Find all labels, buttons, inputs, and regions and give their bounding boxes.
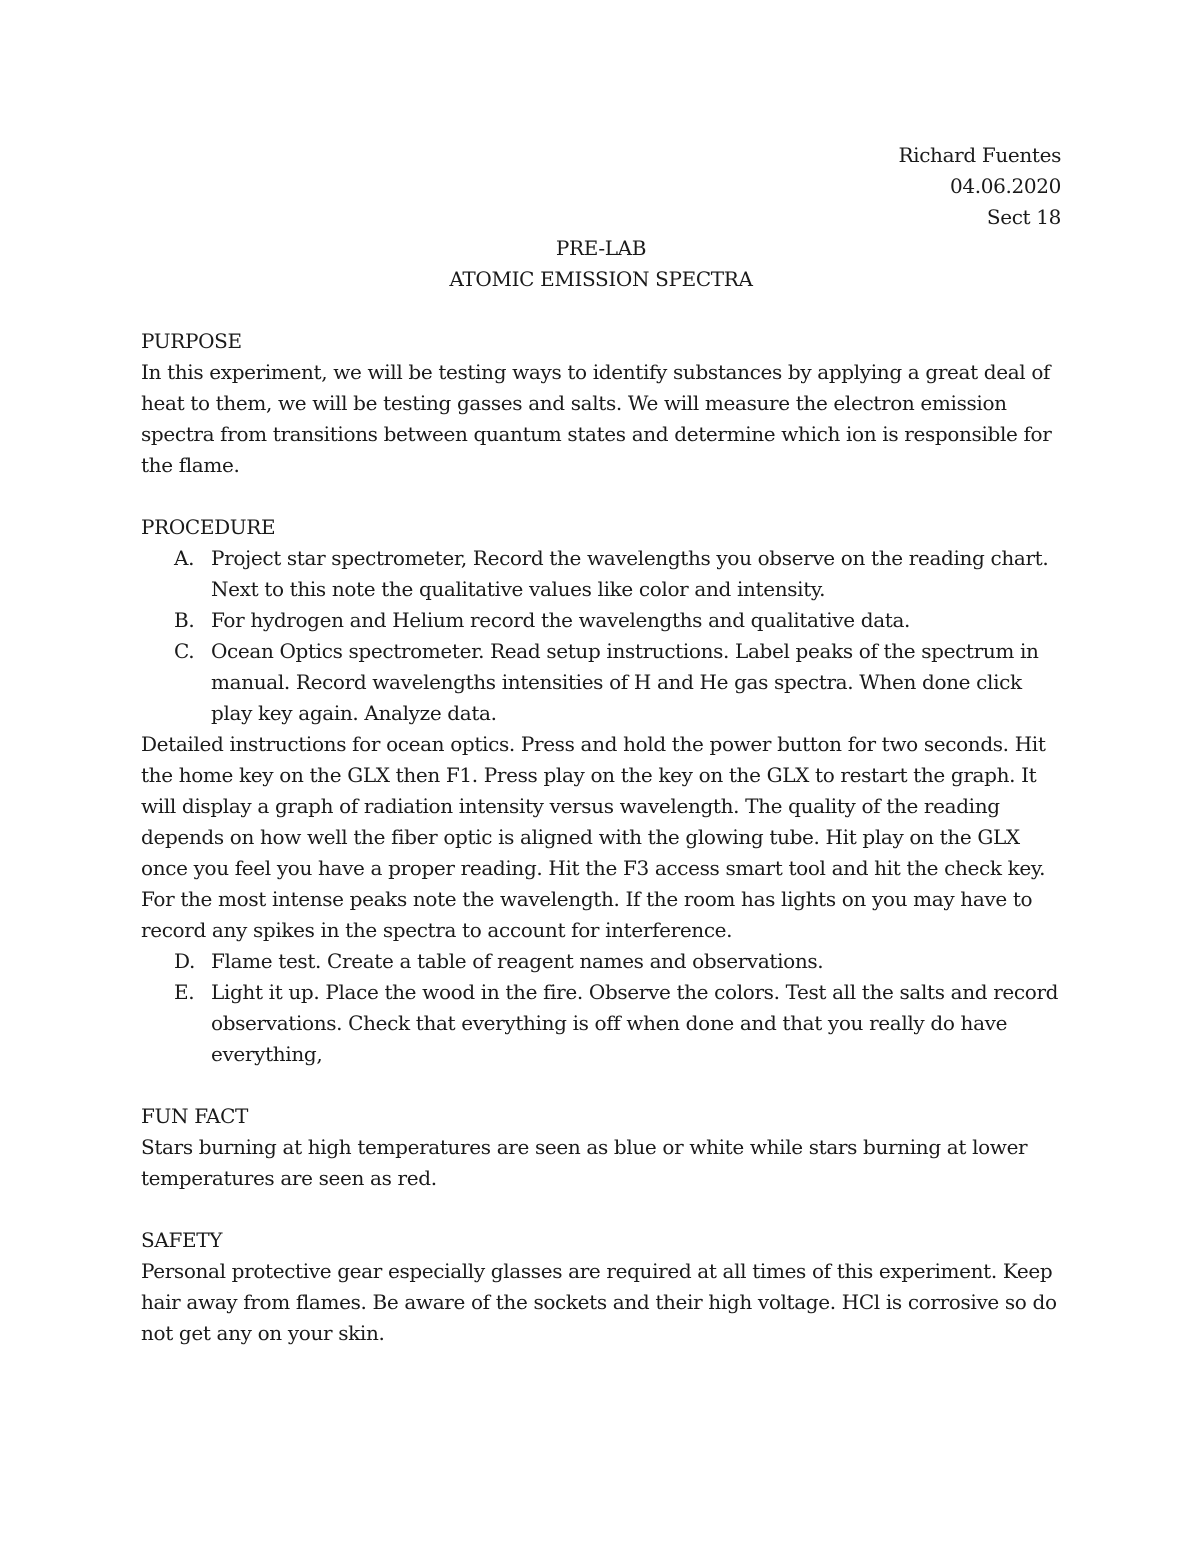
document-page	[141, 140, 1061, 1349]
purpose-text: In this experiment, we will be testing ways to identify substances by applying a great deal of heat to them, we will be testing gasses and salts. We will measure the electron emission spectra from transitions between quantum states and determine which ion is responsible for the flame.	[141, 360, 1052, 477]
procedure-step-a	[141, 543, 1061, 605]
procedure-step-d	[141, 946, 1061, 977]
spacer	[141, 481, 1061, 512]
step-marker: B.	[174, 608, 195, 632]
procedure-detail-text: Detailed instructions for ocean optics. Press and hold the power button for two seconds. Hit the home key on the GLX then F1. Press play on the key on the GLX to restart the graph. It will display a graph of radiation intensity versus wavelength. The quality of the reading depends on how well the fiber optic is aligned with the glowing tube. Hit play on the GLX once you feel you have a proper reading. Hit the F3 access smart tool and hit the check key. For the most intense peaks note the wavelength. If the room has lights on you may have to record any spikes in the spectra to account for interference.	[141, 732, 1046, 942]
procedure-step-e	[141, 977, 1061, 1070]
step-marker: D.	[174, 949, 195, 973]
safety-heading: SAFETY	[141, 1228, 223, 1252]
title-line-1: PRE-LAB	[555, 236, 647, 260]
procedure-step-b	[141, 605, 1061, 636]
step-text: For hydrogen and Helium record the wavelengths and qualitative data.	[211, 608, 911, 632]
title-line-2: ATOMIC EMISSION SPECTRA	[449, 267, 753, 291]
purpose-section	[141, 326, 1061, 481]
safety-section	[141, 1225, 1061, 1349]
step-text: Project star spectrometer, Record the wavelengths you observe on the reading chart. Next to this note the qualitative values like color and intensity.	[211, 546, 1049, 601]
purpose-heading: PURPOSE	[141, 329, 242, 353]
step-text: Light it up. Place the wood in the fire. Observe the colors. Test all the salts and record observations. Check that everything is off when done and that you really do have everything,	[211, 980, 1059, 1066]
fun-fact-section	[141, 1101, 1061, 1194]
procedure-steps	[141, 543, 1061, 729]
spacer	[141, 295, 1061, 326]
report-date: 04.06.2020	[949, 174, 1061, 198]
safety-text: Personal protective gear especially glasses are required at all times of this experiment. Keep hair away from flames. Be aware of the sockets and their high voltage. HCl is corrosive so do not get any on your skin.	[141, 1259, 1057, 1345]
procedure-steps-continued	[141, 946, 1061, 1070]
section-number: Sect 18	[986, 205, 1061, 229]
fun-fact-heading: FUN FACT	[141, 1104, 249, 1128]
spacer	[141, 1194, 1061, 1225]
author-name: Richard Fuentes	[898, 143, 1061, 167]
step-marker: C.	[174, 639, 195, 663]
step-marker: E.	[174, 980, 195, 1004]
procedure-step-c	[141, 636, 1061, 729]
step-text: Ocean Optics spectrometer. Read setup instructions. Label peaks of the spectrum in manual. Record wavelengths intensities of H and He gas spectra. When done click play key again. Analyze data.	[211, 639, 1039, 725]
procedure-section	[141, 512, 1061, 1070]
fun-fact-text: Stars burning at high temperatures are seen as blue or white while stars burning at lower temperatures are seen as red.	[141, 1135, 1028, 1190]
procedure-heading: PROCEDURE	[141, 515, 276, 539]
step-marker: A.	[174, 546, 195, 570]
step-text: Flame test. Create a table of reagent names and observations.	[211, 949, 824, 973]
spacer	[141, 1070, 1061, 1101]
